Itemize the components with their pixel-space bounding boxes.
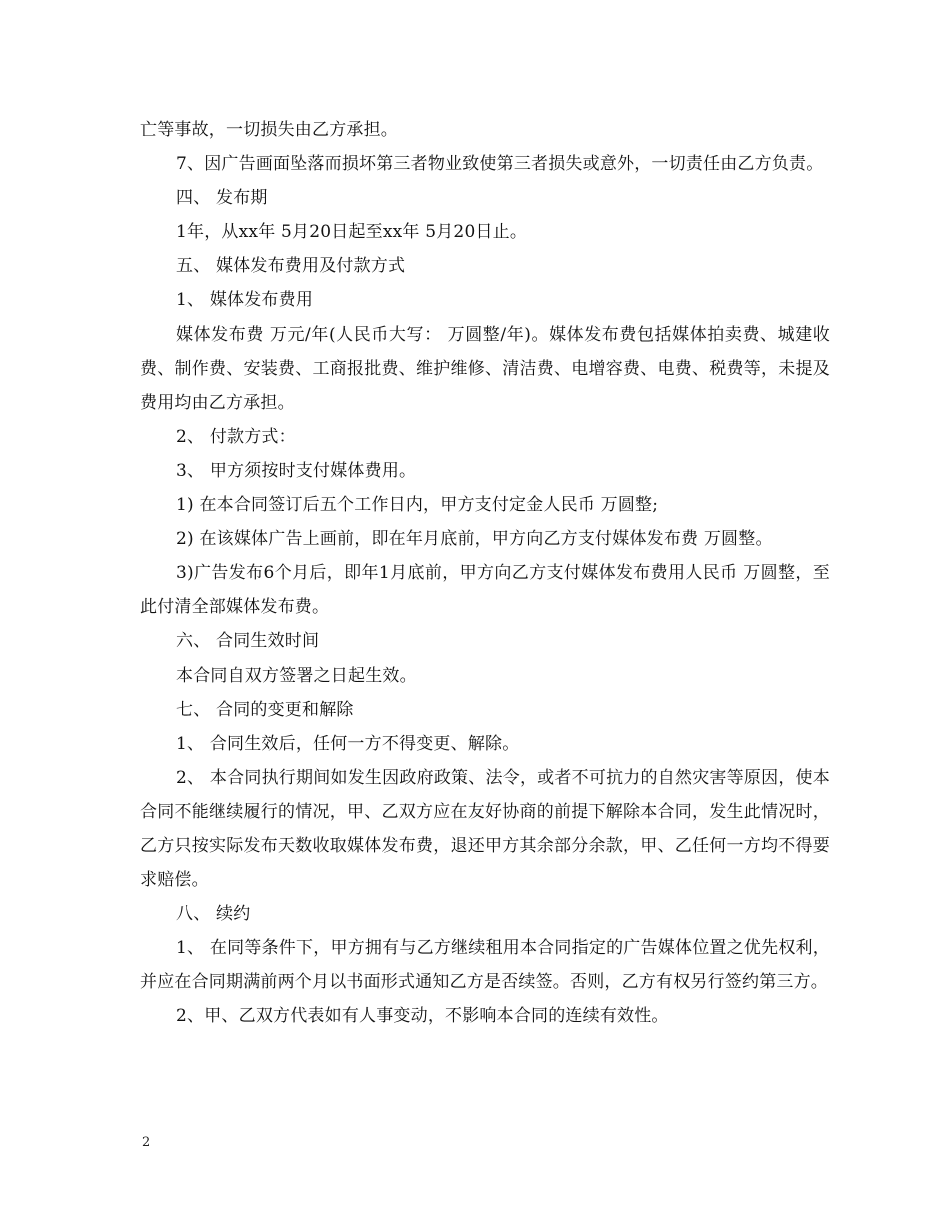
section-heading: 五、 媒体发布费用及付款方式 xyxy=(176,256,406,277)
paragraph: 3)广告发布6个月后，即年1月底前，甲方向乙方支付媒体发布费用人民币 万圆整，至此付清全部媒体发布费。 xyxy=(140,563,830,618)
paragraph: 1) 在本合同签订后五个工作日内，甲方支付定金人民币 万圆整; xyxy=(176,495,659,516)
contract-body xyxy=(140,113,830,1034)
paragraph: 亡等事故，一切损失由乙方承担。 xyxy=(140,120,398,140)
paragraph: 1、 媒体发布费用 xyxy=(176,290,314,311)
paragraph: 2、甲、乙双方代表如有人事变动，不影响本合同的连续有效性。 xyxy=(176,1006,669,1027)
section-heading: 七、 合同的变更和解除 xyxy=(176,699,354,720)
paragraph: 1、 在同等条件下，甲方拥有与乙方继续租用本合同指定的广告媒体位置之优先权利，并应在合同期满前两个月以书面形式通知乙方是否续签。否则，乙方有权另行签约第三方。 xyxy=(140,938,830,993)
paragraph: 本合同自双方签署之日起生效。 xyxy=(176,665,417,686)
paragraph: 媒体发布费 万元/年(人民币大写： 万圆整/年)。媒体发布费包括媒体拍卖费、城建收费、制作费、安装费、工商报批费、维护维修、清洁费、电增容费、电费、税费等，未提及费用均由乙方承担。 xyxy=(140,324,830,413)
paragraph: 2、 付款方式： xyxy=(176,426,296,447)
page-number: 2 xyxy=(142,1135,151,1150)
paragraph: 2) 在该媒体广告上画前，即在年月底前，甲方向乙方支付媒体发布费 万圆整。 xyxy=(176,529,773,550)
paragraph: 7、因广告画面坠落而损坏第三者物业致使第三者损失或意外，一切责任由乙方负责。 xyxy=(176,154,824,175)
section-heading: 六、 合同生效时间 xyxy=(176,631,320,652)
paragraph: 1、 合同生效后，任何一方不得变更、解除。 xyxy=(176,733,520,754)
paragraph: 2、 本合同执行期间如发生因政府政策、法令，或者不可抗力的自然灾害等原因，使本合同不能继续履行的情况，甲、乙双方应在友好协商的前提下解除本合同，发生此情况时，乙方只按实际发布天数收取媒体发布费，退还甲方其余部分余款，甲、乙任何一方均不得要求赔偿。 xyxy=(140,767,830,891)
paragraph: 3、 甲方须按时支付媒体费用。 xyxy=(176,460,417,481)
section-heading: 四、 发布期 xyxy=(176,188,268,209)
paragraph: 1年，从xx年 5月20日起至xx年 5月20日止。 xyxy=(176,222,528,243)
section-heading: 八、 续约 xyxy=(176,904,251,925)
